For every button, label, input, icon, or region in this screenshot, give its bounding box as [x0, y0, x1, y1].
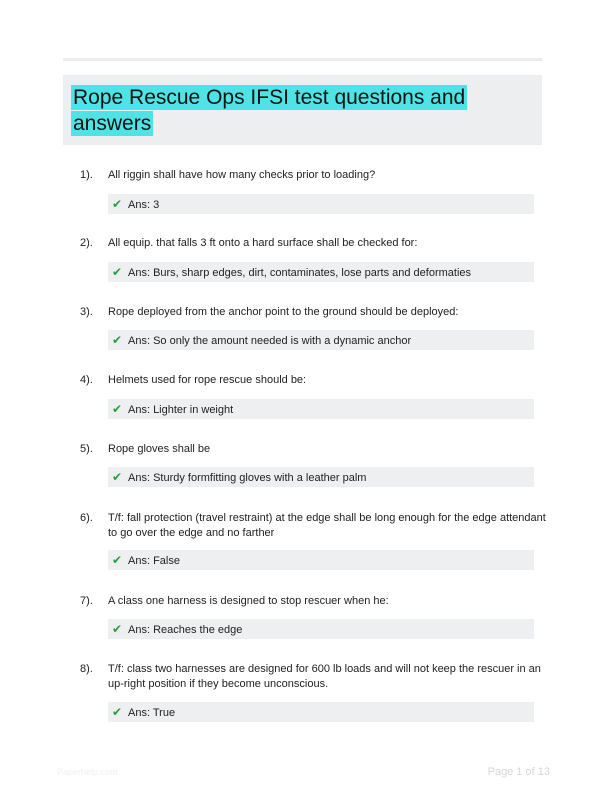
- answer-box: [108, 550, 534, 570]
- check-icon: ✔: [112, 333, 123, 347]
- question-text: A class one harness is designed to stop rescuer when he:: [108, 595, 389, 607]
- answer-text: Ans: Burs, sharp edges, dirt, contaminates, lose parts and deformaties: [128, 267, 472, 279]
- check-icon: ✔: [112, 622, 123, 636]
- answer-text: Ans: Lighter in weight: [128, 404, 234, 416]
- question-number: 4).: [80, 374, 93, 386]
- answer-text: Ans: So only the amount needed is with a dynamic anchor: [128, 335, 412, 347]
- answer-box: [108, 467, 534, 487]
- question-number: 2).: [80, 237, 93, 249]
- question-text: All equip. that falls 3 ft onto a hard surface shall be checked for:: [108, 237, 418, 249]
- answer-box: [108, 619, 534, 639]
- answer-text: Ans: Reaches the edge: [128, 624, 243, 636]
- answer-box: [108, 702, 534, 722]
- question-text: Helmets used for rope rescue should be:: [108, 374, 307, 386]
- check-icon: ✔: [112, 197, 123, 211]
- answer-text: Ans: True: [128, 707, 176, 719]
- question-number: 1).: [80, 169, 93, 181]
- question-text: All riggin shall have how many checks prior to loading?: [108, 169, 376, 181]
- answer-box: [108, 330, 534, 350]
- footer-site: Paperhelp.com: [57, 767, 118, 777]
- page-title-text: Rope Rescue Ops IFSI test questions and answers: [73, 86, 466, 135]
- answer-box: [108, 262, 534, 282]
- question-number: 3).: [80, 306, 93, 318]
- question-number: 7).: [80, 595, 93, 607]
- page-title: [71, 85, 491, 137]
- check-icon: ✔: [112, 470, 123, 484]
- check-icon: ✔: [112, 553, 123, 567]
- question-number: 6).: [80, 512, 93, 524]
- check-icon: ✔: [112, 402, 123, 416]
- answer-box: [108, 399, 534, 419]
- page-number: Page 1 of 13: [487, 766, 550, 778]
- question-text: Rope gloves shall be: [108, 443, 211, 455]
- question-text: T/f: class two harnesses are designed for 600 lb loads and will not keep the rescuer in an up-right position if they become unconscious.: [108, 663, 541, 690]
- answer-text: Ans: False: [128, 555, 180, 567]
- question-text: T/f: fall protection (travel restraint) at the edge shall be long enough for the edge attendant to go over the edge and no farther: [108, 512, 546, 539]
- answer-text: Ans: 3: [128, 199, 160, 211]
- answer-text: Ans: Sturdy formfitting gloves with a leather palm: [128, 472, 367, 484]
- question-text: Rope deployed from the anchor point to the ground should be deployed:: [108, 306, 459, 318]
- check-icon: ✔: [112, 705, 123, 719]
- answer-box: [108, 194, 534, 214]
- top-divider: [63, 58, 542, 61]
- check-icon: ✔: [112, 265, 123, 279]
- question-number: 8).: [80, 663, 93, 675]
- question-number: 5).: [80, 443, 93, 455]
